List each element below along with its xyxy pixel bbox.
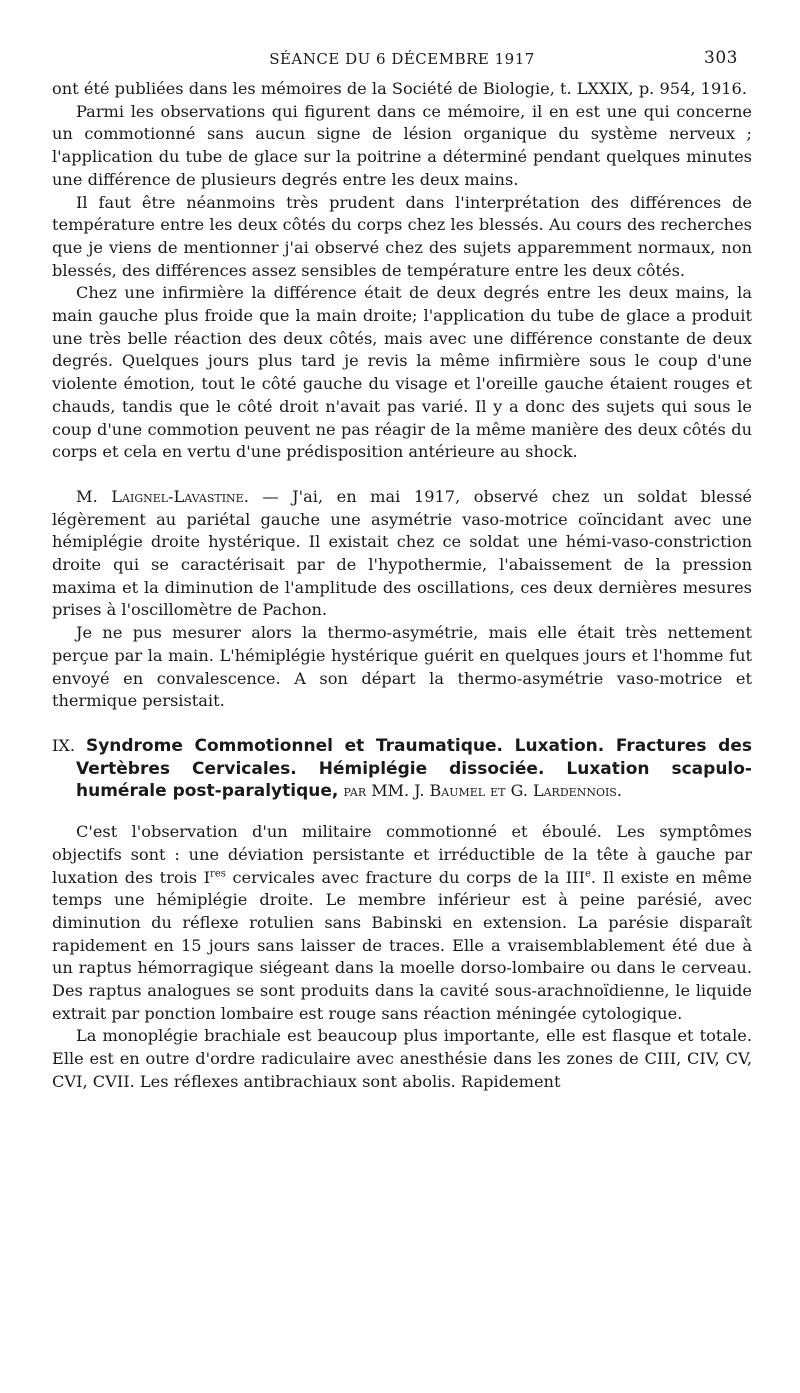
section-number: IX.: [52, 735, 76, 755]
laignel-text: J'ai, en mai 1917, observé chez un soldat blessé légèrement au pariétal gauche une asymétrie vaso-motrice coïncidant avec une hémiplégie droite hystérique. Il existait chez ce soldat une hémi-vaso-constriction droite qui se caractérisait par de l'hypothermie, l'abaissement de la pression maxima et la diminution de l'amplitude des oscillations, ces deux dernières mesures prises à l'oscillomètre de Pachon.: [52, 486, 752, 620]
paragraph: Chez une infirmière la différence était de deux degrés entre les deux mains, la main gauche plus froide que la main droite; l'application du tube de glace a produit une très belle réaction des deux côtés, mais avec une différence constante de deux degrés. Quelques jours plus tard je revis la même infirmière sous le coup d'une violente émotion, tout le côté gauche du visage et l'oreille gauche étaient rouges et chauds, tandis que le côté droit n'avait pas varié. Il y a donc des sujets qui sous le coup d'une commotion peuvent ne pas réagir de la même manière des deux côtés du corps et cela en vertu d'une prédisposition antérieure au shock.: [52, 283, 752, 462]
spacer: [52, 464, 752, 486]
observation-paragraph: [52, 821, 752, 1025]
section-heading: [52, 735, 752, 803]
text-span: . Il existe en même temps une hémiplégie droite. Le membre inférieur est à peine parésié, avec diminution du réflexe rotulien sans Babinski en extension. La parésie disparaît rapidement en 15 jours sans laisser de traces. Elle a vraisemblablement été due à un raptus hémorragique siégeant dans la moelle dorso-lombaire ou dans le cerveau. Des raptus analogues se sont produits dans la cavité sous-arachnoïdienne, le liquide extrait par ponction lombaire est rouge sans réaction méningée cytologique.: [52, 867, 752, 1023]
running-title: SÉANCE DU 6 DÉCEMBRE 1917: [269, 50, 535, 68]
paragraph: La monoplégie brachiale est beaucoup plus importante, elle est flasque et totale. Elle est en outre d'ordre radiculaire avec anesthésie dans les zones de CIII, CIV, CV, CVI, CVII. Les réflexes antibrachiaux sont abolis. Rapidement: [52, 1026, 752, 1091]
paragraph: Parmi les observations qui figurent dans ce mémoire, il en est une qui concerne un commotionné sans aucun signe de lésion organique du système nerveux ; l'application du tube de glace sur la poitrine a déterminé pendant quelques minutes une différence de plusieurs degrés entre les deux mains.: [52, 101, 752, 189]
page-number: 303: [704, 48, 738, 68]
main-text: [52, 78, 752, 1094]
spacer: [52, 713, 752, 735]
spacer: [52, 803, 752, 821]
laignel-paragraph: [52, 486, 752, 622]
paragraph: Il faut être néanmoins très prudent dans l'interprétation des différences de température entre les deux côtés du corps chez les blessés. Au cours des recherches que je viens de mentionner j'ai observé chez des sujets apparemment normaux, non blessés, des différences assez sensibles de température entre les deux côtés.: [52, 192, 752, 280]
speaker-name: M. Laignel-Lavastine. —: [76, 486, 279, 506]
running-header: [52, 48, 752, 78]
paragraph: Je ne pus mesurer alors la thermo-asymétrie, mais elle était très nettement perçue par la main. L'hémiplégie hystérique guérit en quelques jours et l'homme fut envoyé en convalescence. A son départ la thermo-asymétrie vaso-motrice et thermique persistait.: [52, 623, 752, 711]
text-span: cervicales avec fracture du corps de la III: [225, 867, 585, 887]
paragraph: ont été publiées dans les mémoires de la Société de Biologie, t. LXXIX, p. 954, 1916.: [52, 79, 747, 98]
section-byline: par MM. J. Baumel et G. Lardennois.: [343, 781, 622, 801]
section-title: Syndrome Commotionnel et Traumatique. Luxation. Fractures des Vertèbres Cervicales. Hémiplégie dissociée. Luxation scapulo-humérale post-paralytique,: [76, 735, 752, 802]
text-span: C'est l'observation d'un militaire commotionné et éboulé. Les symptômes objectifs sont : une déviation persistante et irréductible de la tête à gauche par luxation des trois I: [52, 822, 752, 887]
superscript: res: [210, 868, 226, 880]
superscript: e: [584, 868, 591, 880]
